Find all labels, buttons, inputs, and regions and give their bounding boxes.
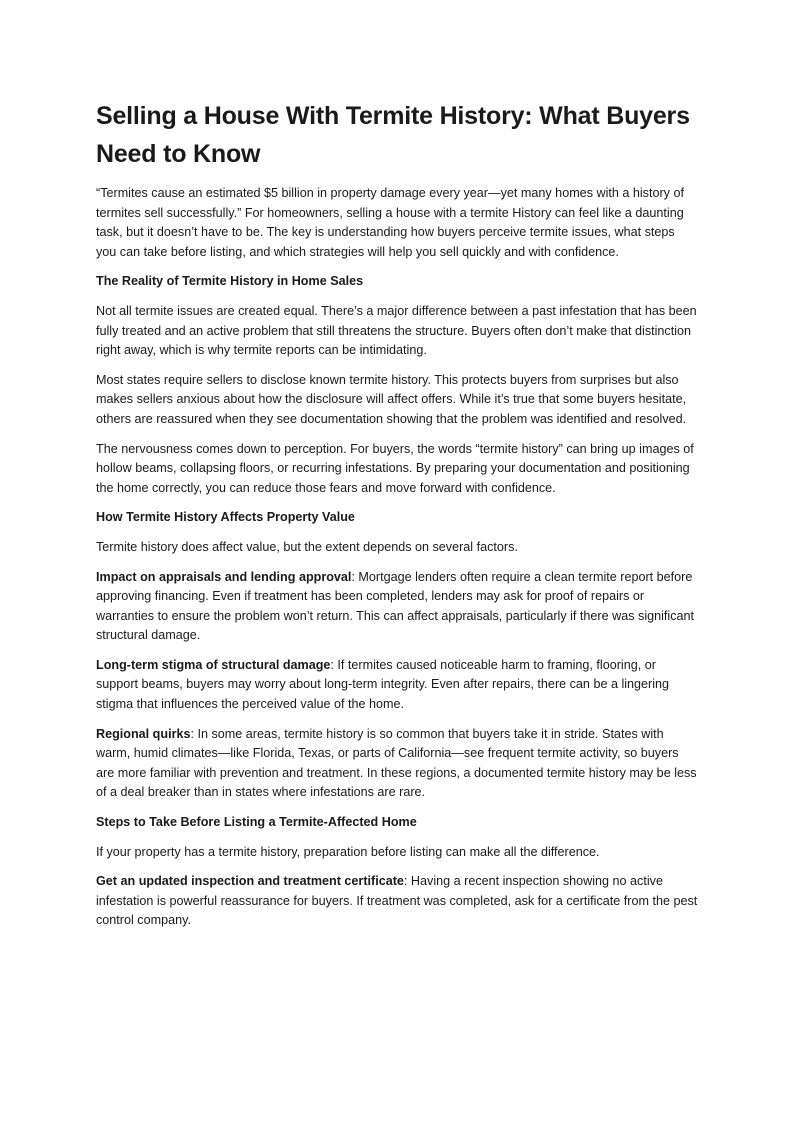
paragraph: If your property has a termite history, preparation before listing can make all the difference. <box>96 844 600 859</box>
factor-text: : If termites caused noticeable harm to framing, flooring, or support beams, buyers may worry about long-term integrity. Even after repairs, there can be a lingering stigma that influences the perceived value of the home. <box>96 657 670 712</box>
factor-text: : In some areas, termite history is so common that buyers take it in stride. States with warm, humid climates—like Florida, Texas, or parts of California—see frequent termite activity, so buyers are more familiar with prevention and treatment. In these regions, a documented termite history may be less of a deal breaker than in states where infestations are rare. <box>96 726 697 800</box>
step-paragraph <box>96 872 698 931</box>
factor-text: : Mortgage lenders often require a clean termite report before approving financing. Even if treatment has been completed, lenders may ask for proof of repairs or warranties to ensure the problem won’t return. This can affect appraisals, particularly if there was significant structural damage. <box>96 569 695 643</box>
factor-paragraph <box>96 656 698 715</box>
factor-label: Impact on appraisals and lending approval <box>96 569 352 584</box>
factor-paragraph <box>96 568 698 646</box>
article-title: Selling a House With Termite History: What Buyers Need to Know <box>96 102 690 168</box>
intro-paragraph: “Termites cause an estimated $5 billion in property damage every year—yet many homes with a history of termites sell successfully.” For homeowners, selling a house with a termite History can feel like a daunting task, but it doesn’t have to be. The key is understanding how buyers perceive termite issues, what steps you can take before listing, and which strategies will help you sell quickly and with confidence. <box>96 186 684 259</box>
factor-label: Regional quirks <box>96 726 191 741</box>
paragraph: Most states require sellers to disclose known termite history. This protects buyers from surprises but also makes sellers anxious about how the disclosure will affect offers. While it’s true that some buyers hesitate, others are reassured when they see documentation showing that the problem was identified and resolved. <box>96 372 687 426</box>
paragraph: Termite history does affect value, but the extent depends on several factors. <box>96 539 518 554</box>
section-heading-reality: The Reality of Termite History in Home Sales <box>96 274 364 289</box>
step-label: Get an updated inspection and treatment certificate <box>96 874 404 889</box>
step-text: : Having a recent inspection showing no active infestation is powerful reassurance for buyers. If treatment was completed, ask for a certificate from the pest control company. <box>96 874 698 928</box>
factor-paragraph <box>96 725 698 803</box>
paragraph: The nervousness comes down to perception. For buyers, the words “termite history” can bring up images of hollow beams, collapsing floors, or recurring infestations. By preparing your documentation and positioning the home correctly, you can reduce those fears and move forward with confidence. <box>96 441 694 495</box>
section-heading-property-value: How Termite History Affects Property Value <box>96 510 355 525</box>
paragraph: Not all termite issues are created equal. There’s a major difference between a past infestation that has been fully treated and an active problem that still threatens the structure. Buyers often don’t make that distinction right away, which is why termite reports can be intimidating. <box>96 303 697 358</box>
section-heading-steps: Steps to Take Before Listing a Termite-Affected Home <box>96 815 417 830</box>
factor-label: Long-term stigma of structural damage <box>96 657 331 672</box>
